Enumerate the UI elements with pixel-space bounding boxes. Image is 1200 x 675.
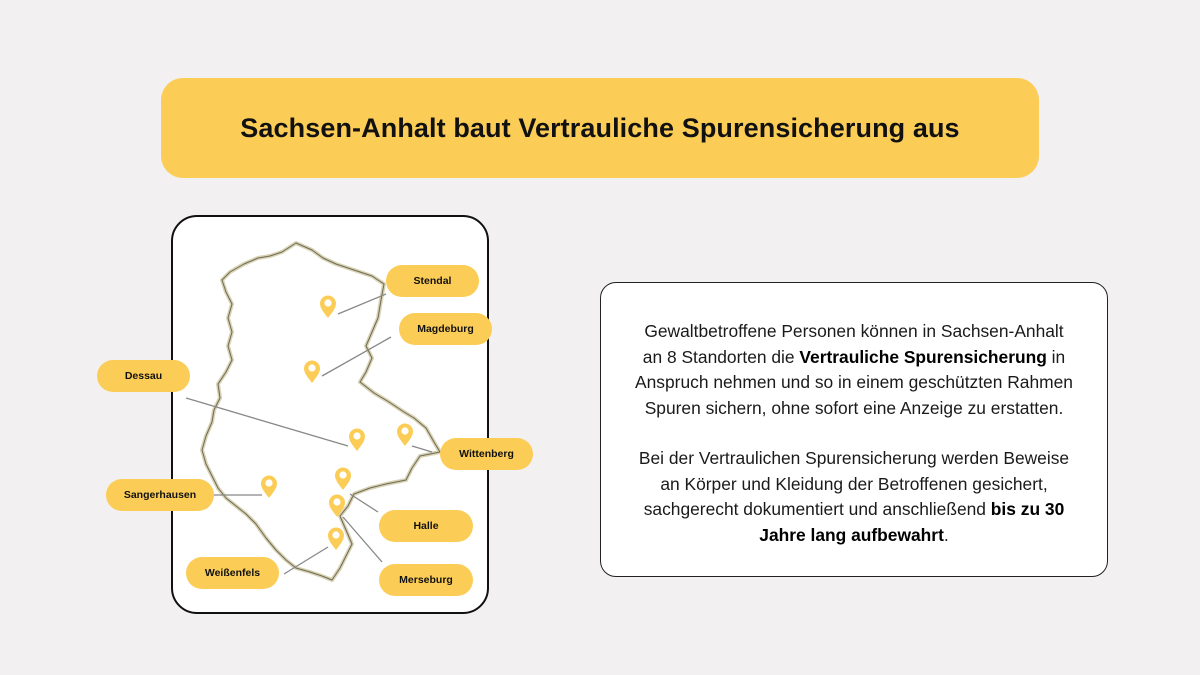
location-pin-icon[interactable]: [304, 361, 320, 384]
info-text: in Anspruch nehmen und so in einem geschützten Rahmen Spuren sichern, ohne sofort eine Anzeige zu erstatten.: [635, 346, 1073, 418]
info-paragraph-1: [635, 319, 1073, 421]
city-label-dessau[interactable]: Dessau: [97, 360, 190, 392]
info-paragraph-2: [635, 446, 1073, 548]
city-label-halle[interactable]: Halle: [379, 510, 473, 542]
info-highlight: Vertrauliche Spurensicherung: [799, 346, 1047, 367]
city-label-sangerhausen[interactable]: Sangerhausen: [106, 479, 214, 511]
location-pin-icon[interactable]: [261, 476, 277, 499]
location-pin-icon[interactable]: [335, 468, 351, 491]
city-label-wittenberg[interactable]: Wittenberg: [440, 438, 533, 470]
info-text: .: [943, 524, 949, 545]
info-card: [600, 282, 1108, 577]
connector-halle: [350, 494, 378, 512]
info-text: Gewaltbetroffene Personen können in Sachsen-Anhalt an 8 Standorten die: [642, 321, 1064, 367]
info-text: Bei der Vertraulichen Spurensicherung werden Beweise an Körper und Kleidung der Betroffenen gesichert, sachgerecht dokumentiert und anschließend: [638, 448, 1070, 519]
connector-magdeburg: [322, 337, 391, 376]
city-label-weissenfels[interactable]: Weißenfels: [186, 557, 279, 589]
location-pin-icon[interactable]: [397, 424, 413, 447]
connector-wittenberg: [412, 446, 432, 452]
city-label-merseburg[interactable]: Merseburg: [379, 564, 473, 596]
location-pin-icon[interactable]: [328, 528, 344, 551]
city-label-stendal[interactable]: Stendal: [386, 265, 479, 297]
location-pin-icon[interactable]: [349, 429, 365, 452]
page-title: Sachsen-Anhalt baut Vertrauliche Spurensicherung aus: [240, 112, 960, 143]
info-highlight: bis zu 30 Jahre lang aufbewahrt: [759, 499, 1065, 545]
city-label-magdeburg[interactable]: Magdeburg: [399, 313, 492, 345]
location-pin-icon[interactable]: [320, 296, 336, 319]
